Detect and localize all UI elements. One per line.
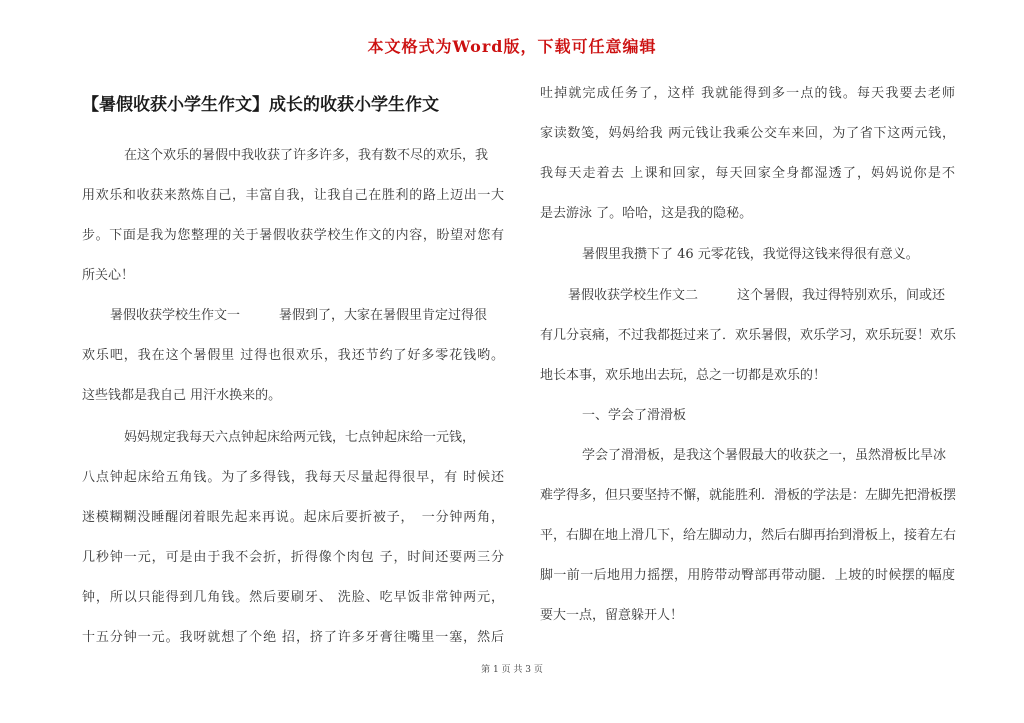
right-line-3: 我每天走着去 上课和回家，每天回家全身都湿透了，妈妈说你是不	[540, 166, 955, 181]
left-line-4: 所关心！	[82, 268, 135, 283]
right-line-6: 暑假收获学校生作文二 这个暑假，我过得特别欢乐，间或还	[568, 288, 946, 303]
right-line-4: 是去游泳 了。哈哈，这是我的隐秘。	[540, 206, 753, 221]
left-line-9: 八点钟起床给五角钱。为了多得钱，我每天尽量起得很早，有 时候还	[82, 470, 504, 485]
left-line-11: 几秒钟一元，可是由于我不会折，折得像个肉包 子，时间还要两三分	[82, 550, 504, 565]
right-line-2: 家读数笺，妈妈给我 两元钱让我乘公交车来回，为了省下这两元钱，	[540, 126, 955, 141]
left-line-8: 妈妈规定我每天六点钟起床给两元钱，七点钟起床给一元钱，	[124, 430, 476, 445]
right-line-11: 难学得多，但只要坚持不懈，就能胜利．滑板的学法是：左脚先把滑板摆	[540, 488, 957, 503]
right-line-13: 脚一前一后地用力摇摆，用胯带动臀部再带动腿．上坡的时候摆的幅度	[540, 568, 955, 583]
section-heading: 一、学会了滑滑板	[582, 408, 687, 423]
left-line-7: 这些钱都是我自己 用汗水换来的。	[82, 388, 282, 403]
left-line-12: 钟，所以只能得到几角钱。然后要刷牙、 洗脸、吃早饭非常钟两元，	[82, 590, 504, 605]
left-line-6: 欢乐吧，我在这个暑假里 过得也很欢乐，我还节约了好多零花钱哟。	[82, 348, 504, 363]
right-line-5: 暑假里我攒下了 46 元零花钱，我觉得这钱来得很有意义。	[582, 247, 919, 262]
right-line-1: 吐掉就完成任务了，这样 我就能得到多一点的钱。每天我要去老师	[540, 86, 955, 101]
right-line-8: 地长本事，欢乐地出去玩，总之一切都是欢乐的！	[540, 368, 827, 383]
right-line-10: 学会了滑滑板，是我这个暑假最大的收获之一，虽然滑板比旱冰	[582, 448, 947, 463]
left-line-10: 迷模糊糊没睡醒闭着眼先起来再说。起床后要折被子， 一分钟两角，	[82, 510, 504, 525]
article-title: 【暑假收获小学生作文】成长的收获小学生作文	[82, 95, 439, 115]
right-line-7: 有几分哀痛，不过我都挺过来了．欢乐暑假，欢乐学习，欢乐玩耍！欢乐	[540, 328, 957, 343]
document-banner: 本文格式为Word版，下载可任意编辑	[367, 37, 657, 56]
left-line-1: 在这个欢乐的暑假中我收获了许多许多，我有数不尽的欢乐，我	[124, 148, 489, 163]
right-line-14: 要大一点，留意躲开人！	[540, 608, 684, 623]
left-line-5: 暑假收获学校生作文一 暑假到了，大家在暑假里肯定过得很	[110, 308, 488, 323]
right-line-12: 平，右脚在地上滑几下，给左脚动力，然后右脚再抬到滑板上，接着左右	[540, 528, 957, 543]
left-line-3: 步。下面是我为您整理的关于暑假收获学校生作文的内容，盼望对您有	[82, 228, 504, 243]
page-number: 第 1 页 共 3 页	[481, 665, 543, 675]
left-line-2: 用欢乐和收获来熬炼自己，丰富自我，让我自己在胜利的路上迈出一大	[82, 188, 504, 203]
left-line-13: 十五分钟一元。我呀就想了个绝 招，挤了许多牙膏往嘴里一塞，然后	[82, 630, 504, 645]
